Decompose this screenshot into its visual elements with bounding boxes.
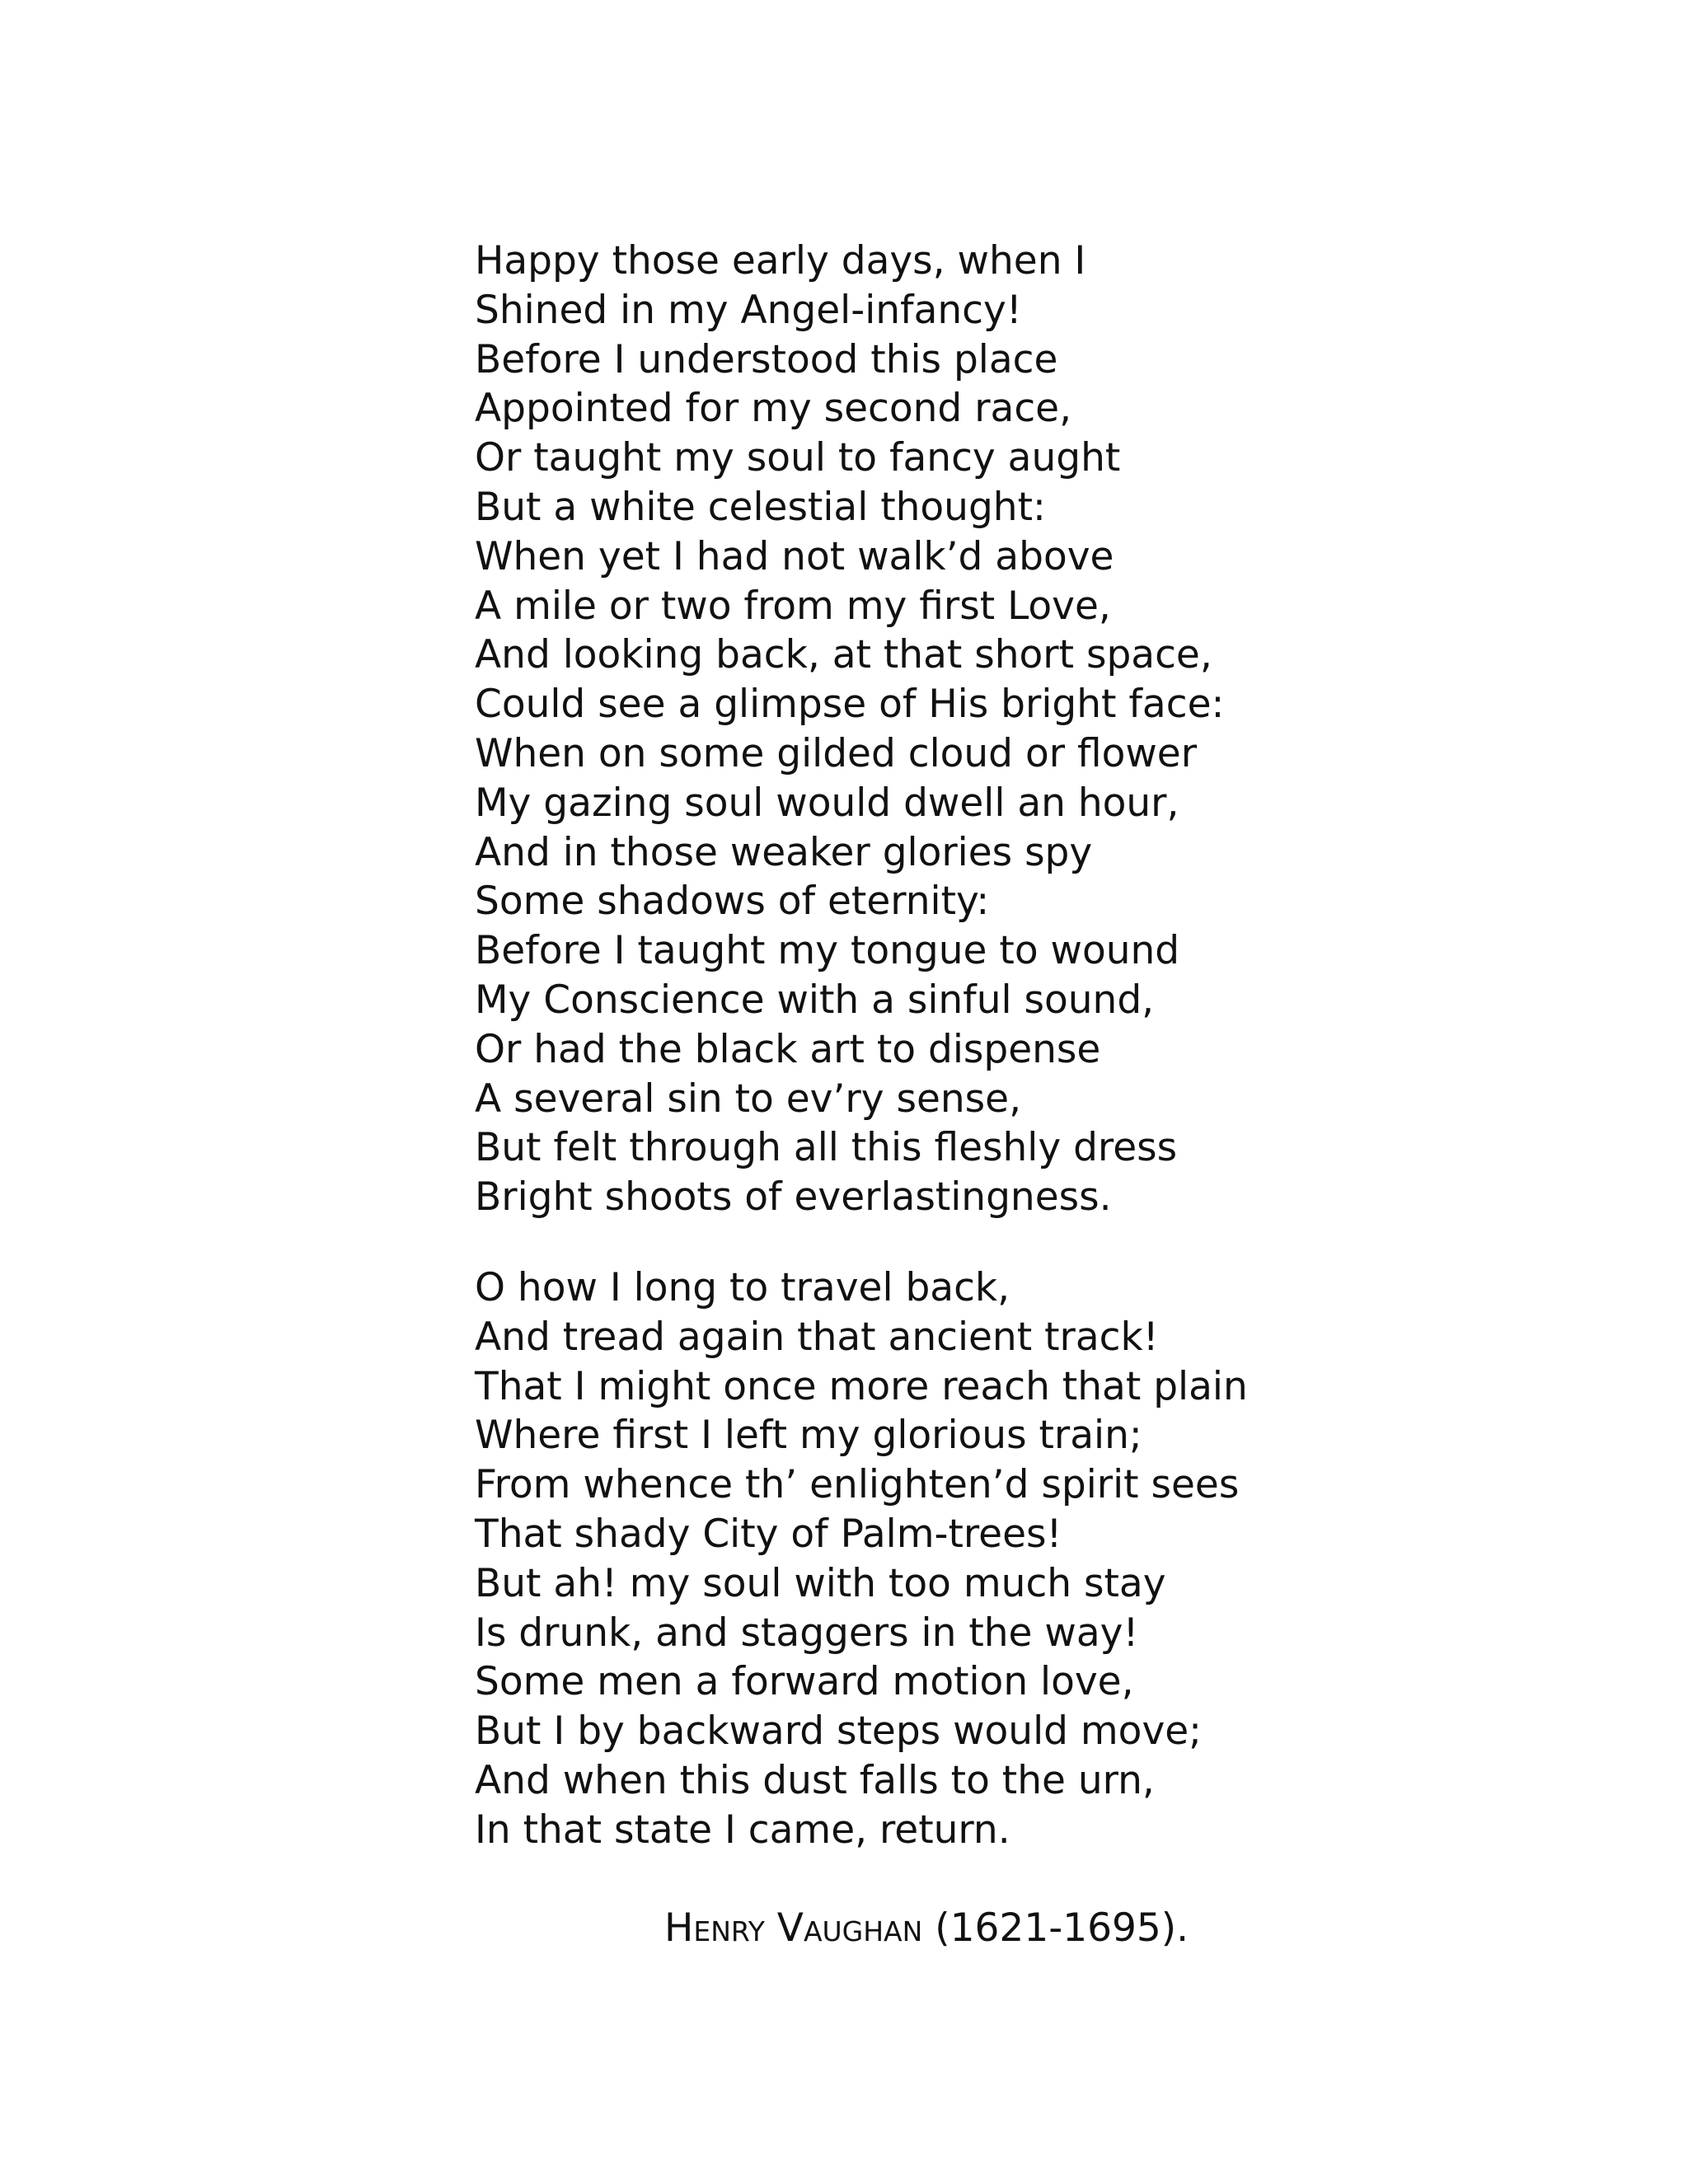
- stanza-1: [475, 237, 1299, 1222]
- poem-line: Could see a glimpse of His bright face:: [475, 682, 1225, 728]
- poem-line: Some shadows of eternity:: [475, 879, 990, 925]
- poem-line: But felt through all this fleshly dress: [475, 1125, 1178, 1171]
- poem-line: But a white celestial thought:: [475, 484, 1046, 530]
- poem-line: A mile or two from my first Love,: [475, 583, 1111, 629]
- poem-text: [475, 237, 1299, 1855]
- poem-line: Where first I left my glorious train;: [475, 1413, 1142, 1459]
- stanza-2: [475, 1263, 1299, 1855]
- poem-line: Appointed for my second race,: [475, 386, 1072, 432]
- poem-line: Or taught my soul to fancy aught: [475, 435, 1121, 481]
- poem-line: Before I taught my tongue to wound: [475, 928, 1180, 974]
- poem-line: In that state I came, return.: [475, 1807, 1010, 1853]
- poem-line: My Conscience with a sinful sound,: [475, 977, 1155, 1023]
- poem-line: Bright shoots of everlastingness.: [475, 1174, 1112, 1221]
- poem-line: And when this dust falls to the urn,: [475, 1757, 1155, 1803]
- attribution: [664, 1904, 1189, 1953]
- poem-line: That shady City of Palm-trees!: [475, 1511, 1062, 1557]
- poem-line: My gazing soul would dwell an hour,: [475, 780, 1179, 826]
- poem-line: But I by backward steps would move;: [475, 1708, 1203, 1755]
- poem-line: And tread again that ancient track!: [475, 1314, 1159, 1360]
- author-dates: (1621-1695).: [935, 1905, 1189, 1951]
- poem-line: When on some gilded cloud or flower: [475, 730, 1198, 776]
- author-name: Henry Vaughan: [664, 1905, 923, 1951]
- poem-line: That I might once more reach that plain: [475, 1363, 1248, 1409]
- poem-line: When yet I had not walk’d above: [475, 533, 1114, 579]
- poem-line: A several sin to ev’ry sense,: [475, 1076, 1022, 1122]
- poem-line: But ah! my soul with too much stay: [475, 1560, 1166, 1606]
- poem-line: O how I long to travel back,: [475, 1264, 1010, 1310]
- poem-line: Some men a forward motion love,: [475, 1659, 1134, 1705]
- poem-line: Happy those early days, when I: [475, 238, 1086, 284]
- poem-line: And looking back, at that short space,: [475, 632, 1212, 678]
- poem-line: From whence th’ enlighten’d spirit sees: [475, 1462, 1240, 1508]
- poem-line: Or had the black art to dispense: [475, 1026, 1101, 1072]
- poem-line: And in those weaker glories spy: [475, 829, 1093, 875]
- poem-line: Shined in my Angel-infancy!: [475, 287, 1022, 333]
- poem-line: Before I understood this place: [475, 336, 1058, 382]
- poem-line: Is drunk, and staggers in the way!: [475, 1610, 1139, 1656]
